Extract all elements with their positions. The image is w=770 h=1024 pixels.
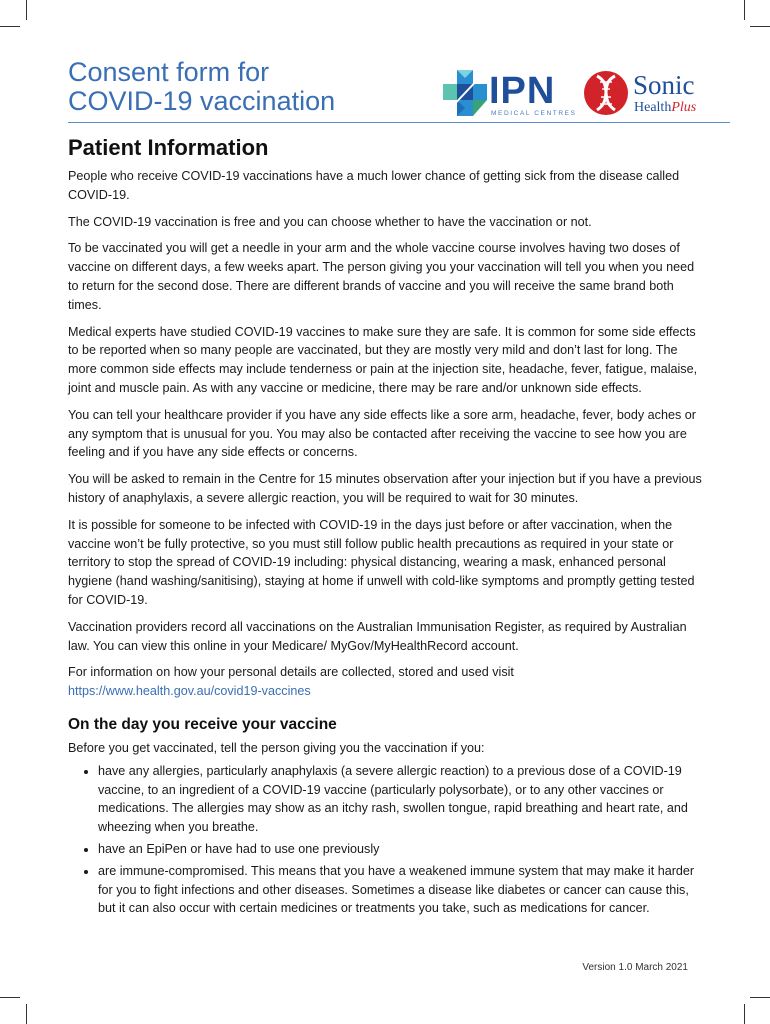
- list-item: • have any allergies, particularly anaphylaxis (a severe allergic reaction) to a previous dose of a COVID-19 vaccine, to an ingredient of a COVID-19 vaccine (particularly polysorbate), or to any other vaccines or medications. The allergies may show as an itchy rash, swollen tongue, rapid breathing and heart rate, and wheezing when you breathe.: [98, 762, 708, 837]
- sonic-logo-text: Sonic: [633, 70, 695, 100]
- health-gov-link[interactable]: https://www.health.gov.au/covid19-vaccines: [68, 684, 311, 699]
- crop-mark: [26, 0, 27, 20]
- ipn-cross-icon: [443, 70, 487, 116]
- crop-mark: [0, 997, 20, 998]
- paragraph: To be vaccinated you will get a needle in your arm and the whole vaccine course involves having two doses of vaccine on different days, a few weeks apart. The person giving you your vaccination will tell you when you need to return for the second dose. There are different brands of vaccine and you will receive the same brand both times.: [68, 241, 695, 312]
- paragraph: Medical experts have studied COVID-19 vaccines to make sure they are safe. It is common for some side effects to be reported when so many people are vaccinated, but they are mostly very mild and don’t last for long. The more common side effects may include tenderness or pain at the injection site, headache, fever, fatigue, malaise, joint and muscle pain. As with any vaccine or medicine, there may be rare and/or unknown side effects.: [68, 324, 698, 395]
- paragraph: People who receive COVID-19 vaccinations have a much lower chance of getting sick from the disease called COVID-19.: [68, 169, 680, 202]
- paragraph: You can tell your healthcare provider if you have any side effects like a sore arm, headache, fever, body aches or any symptom that is unusual for you. You may also be contacted after receiving the vaccine to see how you are feeling and if you have any side effects or concerns.: [68, 407, 696, 460]
- version-label: Version 1.0 March 2021: [582, 962, 688, 973]
- crop-mark: [0, 26, 20, 27]
- document-header: [68, 58, 730, 122]
- paragraph: It is possible for someone to be infected with COVID-19 in the days just before or after vaccination, when the vaccine won’t be fully protective, so you must still follow public health precautions as required in your state or territory to stop the spread of COVID-19 including: physical distancing, wearing a mask, enhanced personal hygiene (hand washing/sanitising), staying at home if unwell with cold-like symptoms and promptly getting tested for COVID-19.: [68, 517, 695, 607]
- day-of-intro: Before you get vaccinated, tell the person giving you the vaccination if you:: [68, 740, 485, 755]
- document-title: [68, 58, 335, 116]
- crop-mark: [744, 1004, 745, 1024]
- crop-mark: [750, 997, 770, 998]
- header-divider: [68, 122, 730, 123]
- paragraph: The COVID-19 vaccination is free and you can choose whether to have the vaccination or not.: [68, 214, 592, 229]
- paragraph: You will be asked to remain in the Centre for 15 minutes observation after your injection but if you have a previous history of anaphylaxis, a severe allergic reaction, you will be required to wait for 30 minutes.: [68, 472, 702, 505]
- day-of-vaccine-heading: On the day you receive your vaccine: [68, 715, 337, 733]
- healthplus-logo-text: HealthPlus: [634, 100, 697, 115]
- title-line-2: COVID-19 vaccination: [68, 86, 336, 116]
- crop-mark: [744, 0, 745, 20]
- precaution-list: [68, 762, 708, 918]
- paragraph: Vaccination providers record all vaccinations on the Australian Immunisation Register, as required by Australian law. You can view this online in your Medicare/ MyGov/MyHealthRecord account.: [68, 619, 687, 653]
- document-body: [68, 134, 708, 921]
- ipn-logo-text: IPN: [489, 70, 556, 112]
- privacy-info-paragraph: [68, 663, 708, 701]
- crop-mark: [26, 1004, 27, 1024]
- dna-helix-icon: [583, 70, 629, 116]
- sonic-healthplus-logo: [583, 68, 733, 118]
- list-item: • have an EpiPen or have had to use one previously: [98, 840, 708, 859]
- ipn-logo-subtitle: MEDICAL CENTRES: [491, 110, 577, 117]
- title-line-1: Consent form for: [68, 57, 270, 87]
- ipn-logo: [443, 68, 577, 118]
- list-item: • are immune-compromised. This means that you have a weakened immune system that may make it harder for you to fight infections and other diseases. Sometimes a disease like diabetes or cancer can cause this, but it can also occur with certain medicines or treatments you take, such as medications for cancer.: [98, 862, 708, 918]
- crop-mark: [750, 26, 770, 27]
- privacy-info-text: For information on how your personal details are collected, stored and used visit: [68, 665, 514, 680]
- patient-information-heading: Patient Information: [68, 135, 269, 160]
